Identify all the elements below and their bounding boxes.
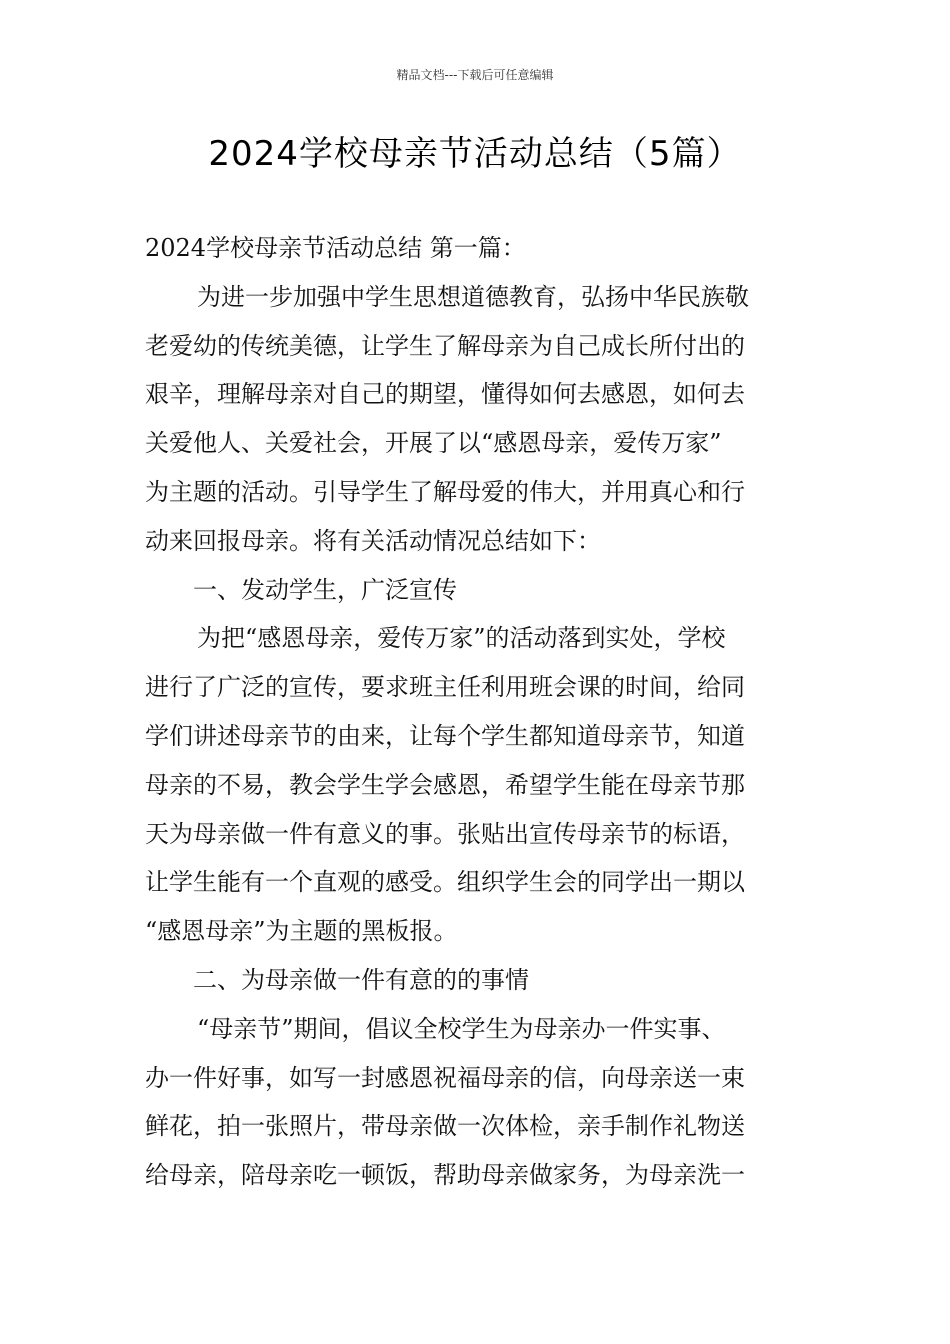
- document-body: [145, 224, 807, 1200]
- paragraph-line: 鲜花，拍一张照片，带母亲做一次体检，亲手制作礼物送: [145, 1112, 745, 1141]
- document-title: 2024学校母亲节活动总结（5篇）: [208, 134, 742, 174]
- paragraph-line: 为把“感恩母亲，爱传万家”的活动落到实处，学校: [197, 624, 726, 653]
- paragraph-line: 动来回报母亲。将有关活动情况总结如下：: [145, 526, 601, 555]
- paragraph-line: 天为母亲做一件有意义的事。张贴出宣传母亲节的标语，: [145, 819, 745, 848]
- section-subtitle: 2024学校母亲节活动总结 第一篇：: [145, 234, 526, 262]
- paragraph-line: 为进一步加强中学生思想道德教育，弘扬中华民族敬: [197, 282, 749, 311]
- paragraph-line: “母亲节”期间，倡议全校学生为母亲办一件实事、: [197, 1014, 726, 1043]
- paragraph-line: 进行了广泛的宣传，要求班主任利用班会课的时间，给同: [145, 673, 745, 702]
- paragraph-line: 艰辛，理解母亲对自己的期望，懂得如何去感恩，如何去: [145, 380, 745, 409]
- paragraph-line: 老爱幼的传统美德，让学生了解母亲为自己成长所付出的: [145, 331, 745, 360]
- section-heading: 二、为母亲做一件有意的的事情: [193, 965, 529, 994]
- paragraph-line: 关爱他人、关爱社会，开展了以“感恩母亲，爱传万家”: [145, 429, 722, 458]
- paragraph-line: “感恩母亲”为主题的黑板报。: [145, 917, 458, 946]
- paragraph-line: 让学生能有一个直观的感受。组织学生会的同学出一期以: [145, 868, 745, 897]
- paragraph-line: 为主题的活动。引导学生了解母爱的伟大，并用真心和行: [145, 477, 745, 506]
- section-heading: 一、发动学生，广泛宣传: [193, 575, 457, 604]
- paragraph-line: 给母亲，陪母亲吃一顿饭，帮助母亲做家务，为母亲洗一: [145, 1161, 745, 1190]
- header-note: 精品文档---下载后可任意编辑: [396, 68, 554, 82]
- paragraph-line: 办一件好事，如写一封感恩祝福母亲的信，向母亲送一束: [145, 1063, 745, 1092]
- paragraph-line: 母亲的不易，教会学生学会感恩，希望学生能在母亲节那: [145, 770, 745, 799]
- paragraph-line: 学们讲述母亲节的由来，让每个学生都知道母亲节，知道: [145, 721, 745, 750]
